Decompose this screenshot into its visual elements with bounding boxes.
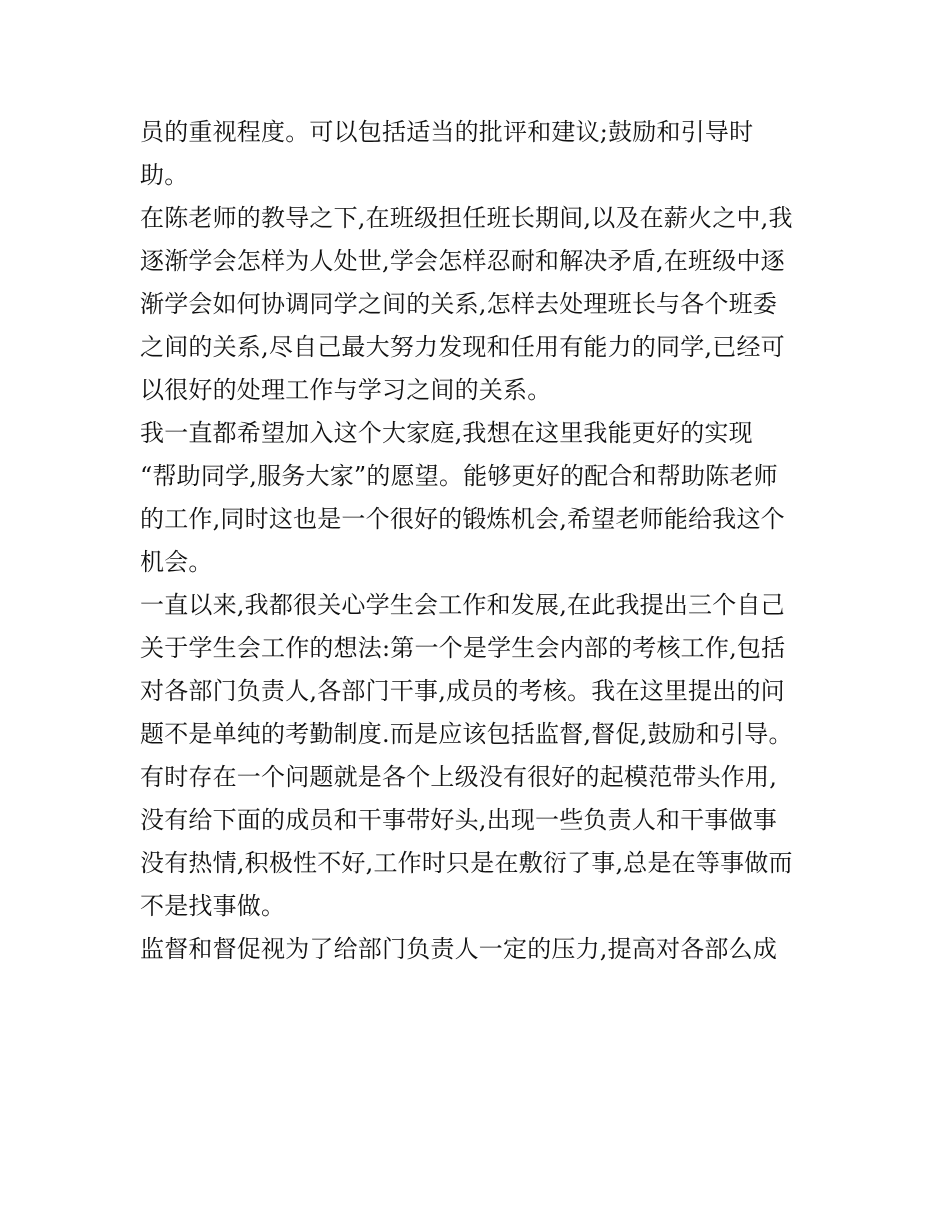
- text-line: 没有给下面的成员和干事带好头,出现一些负责人和干事做事: [140, 806, 778, 834]
- text-line: 没有热情,积极性不好,工作时只是在敷衍了事,总是在等事做而: [140, 849, 793, 877]
- text-line: 我一直都希望加入这个大家庭,我想在这里我能更好的实现: [140, 419, 753, 447]
- text-line: 监督和督促视为了给部门负责人一定的压力,提高对各部么成: [140, 935, 778, 963]
- text-line: 对各部门负责人,各部门干事,成员的考核。我在这里提出的问: [140, 677, 785, 705]
- text-line: “帮助同学,服务大家”的愿望。能够更好的配合和帮助陈老师: [140, 462, 778, 490]
- text-line: 渐学会如何协调同学之间的关系,怎样去处理班长与各个班委: [140, 290, 778, 318]
- text-line: 以很好的处理工作与学习之间的关系。: [140, 376, 552, 404]
- text-line: 一直以来,我都很关心学生会工作和发展,在此我提出三个自己: [140, 591, 785, 619]
- text-line: 关于学生会工作的想法:第一个是学生会内部的考核工作,包括: [140, 634, 786, 662]
- text-line: 逐渐学会怎样为人处世,学会怎样忍耐和解决矛盾,在班级中逐: [140, 247, 785, 275]
- text-line: 有时存在一个问题就是各个上级没有很好的起模范带头作用,: [140, 763, 778, 791]
- text-line: 在陈老师的教导之下,在班级担任班长期间,以及在薪火之中,我: [140, 204, 793, 232]
- text-line: 之间的关系,尽自己最大努力发现和任用有能力的同学,已经可: [140, 333, 785, 361]
- text-line: 员的重视程度。可以包括适当的批评和建议;鼓励和引导时: [140, 118, 754, 146]
- document-body: [140, 111, 820, 971]
- text-line: 的工作,同时这也是一个很好的锻炼机会,希望老师能给我这个: [140, 505, 785, 533]
- text-line: 助。: [140, 161, 189, 189]
- text-line: 题不是单纯的考勤制度.而是应该包括监督,督促,鼓励和引导。: [140, 720, 793, 748]
- text-line: 机会。: [140, 548, 213, 576]
- text-line: 不是找事做。: [140, 892, 286, 920]
